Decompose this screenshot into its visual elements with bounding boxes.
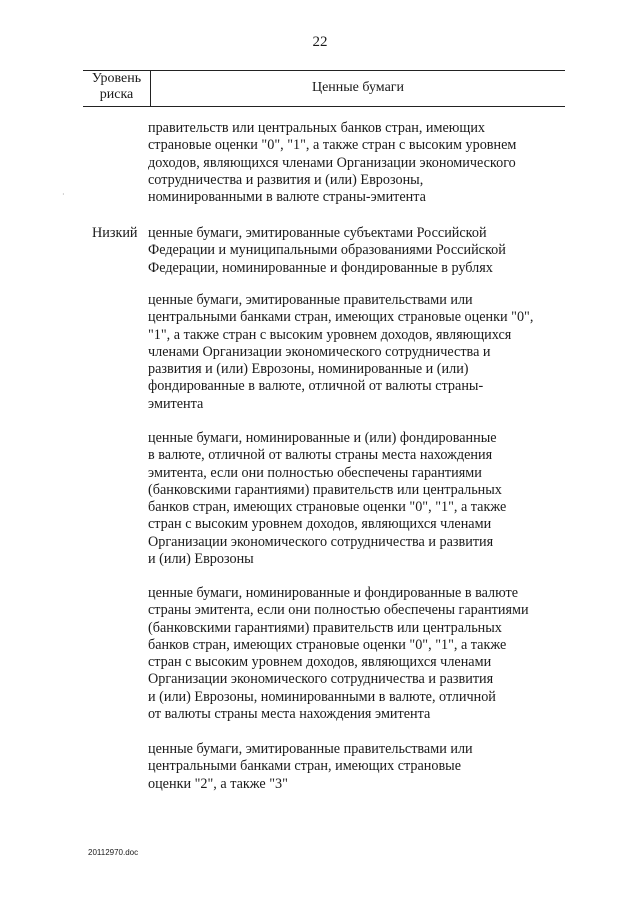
- text-line: доходов, являющихся членами Организации экономического: [148, 154, 516, 171]
- text-line: Организации экономического сотрудничества и развития: [148, 671, 494, 688]
- margin-mark: ·: [62, 190, 65, 199]
- text-line: стран с высоким уровнем доходов, являющихся членами: [148, 654, 492, 671]
- text-line: и (или) Еврозоны: [148, 551, 254, 568]
- text-line: от валюты страны места нахождения эмитента: [148, 706, 431, 723]
- text-line: страновые оценки "0", "1", а также стран с высоким уровнем: [148, 137, 517, 154]
- securities-paragraph: [148, 430, 506, 568]
- securities-paragraph: [148, 225, 506, 277]
- continuation-text: [148, 120, 516, 206]
- text-line: правительств или центральных банков стран, имеющих: [148, 120, 486, 136]
- text-line: фондированные в валюте, отличной от валюты страны-: [148, 378, 484, 395]
- text-line: стран с высоким уровнем доходов, являющихся членами: [148, 516, 492, 533]
- text-line: центральными банками стран, имеющих страновые: [148, 758, 462, 775]
- text-line: центральными банками стран, имеющих страновые оценки "0",: [148, 309, 534, 326]
- text-line: развития и (или) Еврозоны, номинированные и (или): [148, 361, 469, 378]
- text-line: членами Организации экономического сотрудничества и: [148, 343, 491, 360]
- text-line: банков стран, имеющих страновые оценки "0", "1", а также: [148, 636, 507, 653]
- text-line: сотрудничества и развития и (или) Еврозоны,: [148, 171, 424, 188]
- text-line: ценные бумаги, номинированные и фондированные в валюте: [148, 585, 519, 601]
- text-line: ценные бумаги, эмитированные правительствами или: [148, 741, 473, 757]
- text-line: ценные бумаги, эмитированные правительствами или: [148, 292, 473, 308]
- text-line: (банковскими гарантиями) правительств или центральных: [148, 619, 502, 636]
- text-line: номинированными в валюте страны-эмитента: [148, 189, 426, 206]
- securities-paragraph: [148, 585, 529, 723]
- text-line: Федерации, номинированные и фондированные в рублях: [148, 259, 493, 276]
- securities-paragraph: [148, 741, 473, 793]
- text-line: и (или) Еврозоны, номинированными в валюте, отличной: [148, 688, 496, 705]
- text-line: эмитента: [148, 395, 204, 412]
- securities-header: Ценные бумаги: [311, 80, 405, 95]
- text-line: страны эмитента, если они полностью обеспечены гарантиями: [148, 602, 529, 619]
- table-header-rule: [83, 106, 565, 107]
- risk-level-low: Низкий: [92, 225, 138, 241]
- risk-level-header: [83, 71, 150, 103]
- text-line: оценки "2", а также "3": [148, 775, 288, 792]
- table-top-rule: [83, 70, 565, 71]
- risk-level-header-line: риска: [99, 87, 134, 102]
- text-line: (банковскими гарантиями) правительств или центральных: [148, 481, 502, 498]
- text-line: эмитента, если они полностью обеспечены гарантиями: [148, 464, 482, 481]
- text-line: банков стран, имеющих страновые оценки "0", "1", а также: [148, 499, 507, 516]
- risk-level-header-line: Уровень: [91, 71, 142, 86]
- text-line: Федерации и муниципальными образованиями Российской: [148, 242, 506, 259]
- securities-paragraph: [148, 292, 533, 413]
- text-line: ценные бумаги, эмитированные субъектами Российской: [148, 225, 487, 241]
- text-line: "1", а также стран с высоким уровнем доходов, являющихся: [148, 326, 512, 343]
- text-line: ценные бумаги, номинированные и (или) фондированные: [148, 430, 497, 446]
- page-number: 22: [312, 34, 328, 50]
- footer-filename: 20112970.doc: [88, 848, 139, 857]
- text-line: Организации экономического сотрудничества и развития: [148, 533, 494, 550]
- text-line: в валюте, отличной от валюты страны места нахождения: [148, 447, 493, 464]
